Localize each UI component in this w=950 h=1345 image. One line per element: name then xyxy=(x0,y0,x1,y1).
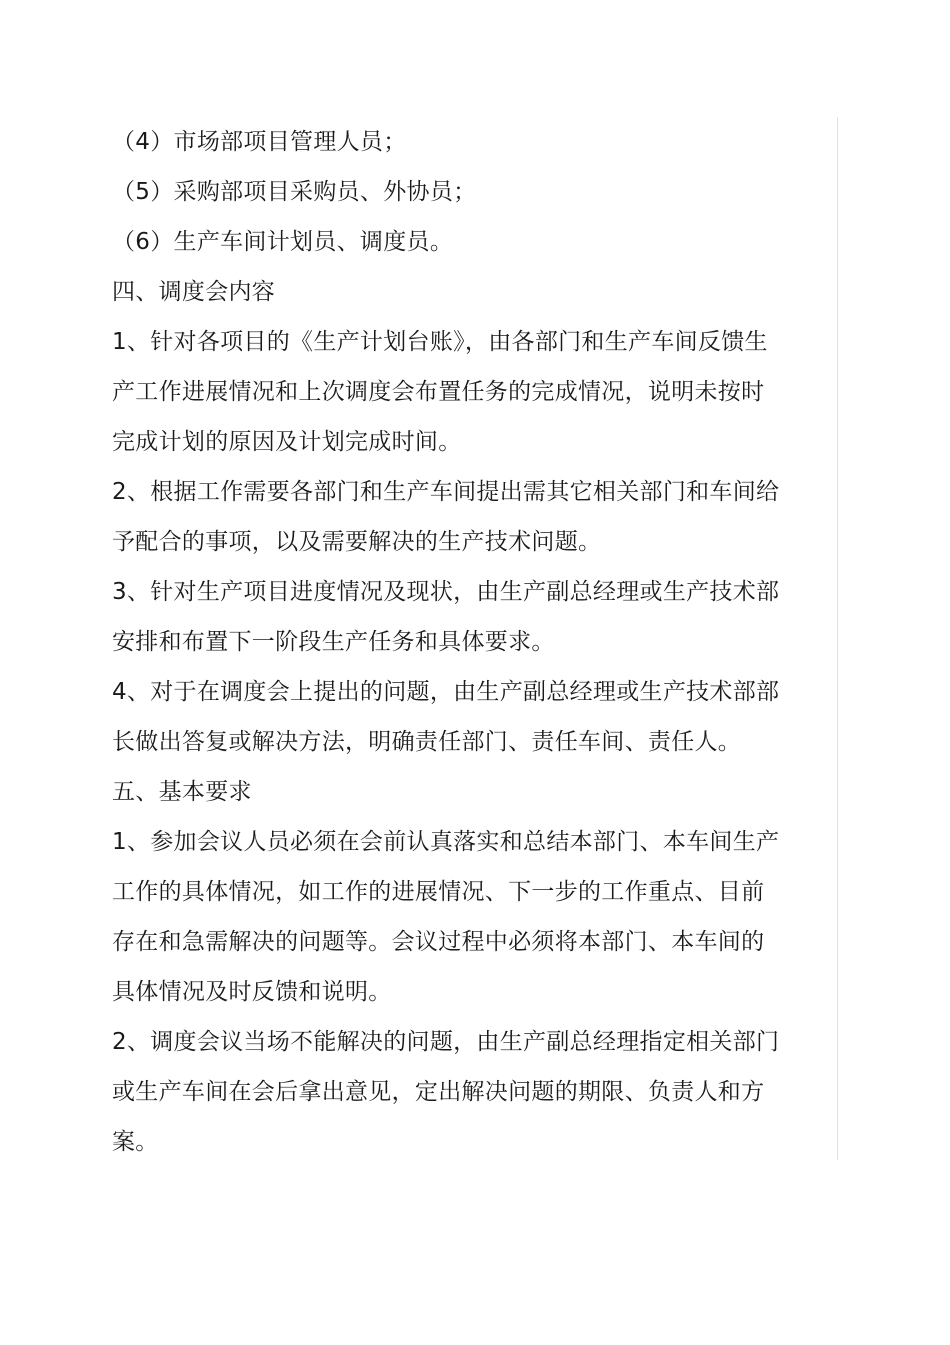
content-item-4-line-2: 长做出答复或解决方法，明确责任部门、责任车间、责任人。 xyxy=(112,729,742,755)
content-item-2-line-2: 予配合的事项，以及需要解决的生产技术问题。 xyxy=(112,529,602,555)
content-item-4-line-1: 4、对于在调度会上提出的问题，由生产副总经理或生产技术部部 xyxy=(112,679,780,705)
requirement-item-1-line-3: 存在和急需解决的问题等。会议过程中必须将本部门、本车间的 xyxy=(112,929,765,955)
content-item-3-line-2: 安排和布置下一阶段生产任务和具体要求。 xyxy=(112,629,555,655)
requirement-item-2-line-2: 或生产车间在会后拿出意见，定出解决问题的期限、负责人和方 xyxy=(112,1079,765,1105)
content-item-1-line-3: 完成计划的原因及计划完成时间。 xyxy=(112,429,462,455)
document-body xyxy=(112,117,780,1167)
requirement-item-2-line-1: 2、调度会议当场不能解决的问题，由生产副总经理指定相关部门 xyxy=(112,1029,780,1055)
content-item-2-line-1: 2、根据工作需要各部门和生产车间提出需其它相关部门和车间给 xyxy=(112,479,780,505)
requirement-item-1-line-2: 工作的具体情况，如工作的进展情况、下一步的工作重点、目前 xyxy=(112,879,765,905)
list-item-5-purchasing-staff: （5）采购部项目采购员、外协员； xyxy=(112,179,477,205)
requirement-item-1-line-4: 具体情况及时反馈和说明。 xyxy=(112,979,392,1005)
section-heading-basic-requirements: 五、基本要求 xyxy=(112,779,252,805)
requirement-item-2-line-3: 案。 xyxy=(112,1129,159,1155)
list-item-4-market-staff: （4）市场部项目管理人员； xyxy=(112,129,407,155)
content-item-1-line-2: 产工作进展情况和上次调度会布置任务的完成情况，说明未按时 xyxy=(112,379,765,405)
content-item-1-line-1: 1、针对各项目的《生产计划台账》，由各部门和生产车间反馈生 xyxy=(112,329,768,355)
list-item-6-workshop-staff: （6）生产车间计划员、调度员。 xyxy=(112,229,454,255)
requirement-item-1-line-1: 1、参加会议人员必须在会前认真落实和总结本部门、本车间生产 xyxy=(112,829,780,855)
page-edge-rule xyxy=(837,117,838,1160)
section-heading-meeting-content: 四、调度会内容 xyxy=(112,279,276,305)
content-item-3-line-1: 3、针对生产项目进度情况及现状，由生产副总经理或生产技术部 xyxy=(112,579,780,605)
